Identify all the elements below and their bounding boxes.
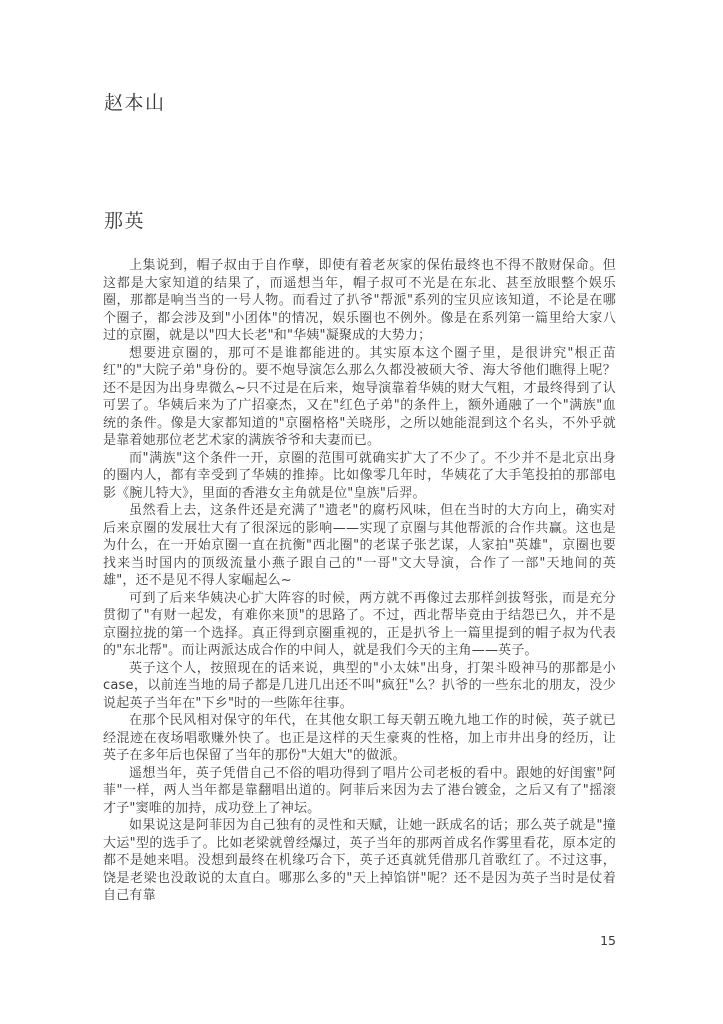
section-heading-naying: 那英 [104, 210, 146, 232]
paragraph: 遥想当年，英子凭借自己不俗的唱功得到了唱片公司老板的看中。跟她的好闺蜜"阿菲"一样，两人当年都是靠翻唱出道的。阿菲后来因为去了港台镀金，之后又有了"摇滚才子"窦唯的加持，成功登上了神坛。 [103, 765, 616, 816]
paragraph: 而"满族"这个条件一开，京圈的范围可就确实扩大了不少了。不少并不是北京出身的圈内人，都有幸受到了华姨的推捧。比如像零几年时，华姨花了大手笔投拍的那部电影《腕儿特大》，里面的香港女主角就是位"皇族"后羿。 [103, 450, 616, 501]
page-number: 15 [600, 933, 616, 948]
article-body [103, 257, 616, 905]
paragraph: 如果说这是阿菲因为自己独有的灵性和天赋，让她一跃成名的话；那么英子就是"撞大运"型的选手了。比如老梁就曾经爆过，英子当年的那两首成名作雾里看花，原本定的都不是她来唱。没想到最终在机缘巧合下，英子还真就凭借那几首歌红了。不过这事，饶是老梁也没敢说的太直白。哪那么多的"天上掉馅饼"呢？还不是因为英子当时是仗着自己有靠 [103, 818, 616, 903]
paragraph: 在那个民风相对保守的年代，在其他女职工每天朝五晚九地工作的时候，英子就已经混迹在夜场唱歌赚外快了。也正是这样的天生豪爽的性格，加上市井出身的经历，让英子在多年后也保留了当年的那份"大姐大"的做派。 [103, 713, 616, 763]
section-heading-zhaobenshan: 赵本山 [104, 92, 166, 114]
paragraph: 可到了后来华姨决心扩大阵容的时候，两方就不再像过去那样剑拔弩张，而是充分贯彻了"有财一起发，有难你来顶"的思路了。不过，西北帮毕竟由于结怨已久，并不是京圈拉拢的第一个选择。真正得到京圈重视的，正是扒爷上一篇里提到的帽子叔为代表的"东北帮"。而让两派达成合作的中间人，就是我们今天的主角——英子。 [103, 590, 616, 658]
paragraph: 上集说到，帽子叔由于自作孽，即使有着老灰家的保佑最终也不得不散财保命。但这都是大家知道的结果了，而遥想当年，帽子叔可不光是在东北、甚至放眼整个娱乐圈，那都是响当当的一号人物。而看过了扒爷"帮派"系列的宝贝应该知道，不论是在哪个圈子，都会涉及到"小团体"的情况，娱乐圈也不例外。像是在系列第一篇里给大家八过的京圈，就是以"四大长老"和"华姨"凝聚成的大势力； [103, 258, 616, 343]
paragraph: 虽然看上去，这条件还是充满了"遗老"的腐朽风味，但在当时的大方向上，确实对后来京圈的发展壮大有了很深远的影响——实现了京圈与其他帮派的合作共赢。这也是为什么，在一开始京圈一直在抗衡"西北圈"的老谋子张艺谋，人家拍"英雄"，京圈也要找来当时国内的顶级流量小燕子跟自己的"一哥"文大导演，合作了一部"天地间的英雄"，还不是见不得人家崛起么~ [103, 503, 616, 588]
paragraph: 英子这个人，按照现在的话来说，典型的"小太妹"出身，打架斗殴神马的那都是小case，以前连当地的局子都是几进几出还不叫"疯狂"么？扒爷的一些东北的朋友，没少说起英子当年在"下乡"时的一些陈年往事。 [103, 660, 616, 711]
paragraph: 想要进京圈的，那可不是谁都能进的。其实原本这个圈子里，是很讲究"根正苗红"的"大院子弟"身份的。要不炮导演怎么那么久都没被硕大爷、海大爷他们瞧得上呢？还不是因为出身卑微么~只不过是在后来，炮导演靠着华姨的财大气粗，才最终得到了认可罢了。华姨后来为了广招豪杰，又在"红色子弟"的条件上，额外通融了一个"满族"血统的条件。像是大家都知道的"京圈格格"关晓彤，之所以她能混到这个名头，不外乎就是靠着她那位老艺术家的满族爷爷和夫妻而已。 [103, 345, 616, 448]
